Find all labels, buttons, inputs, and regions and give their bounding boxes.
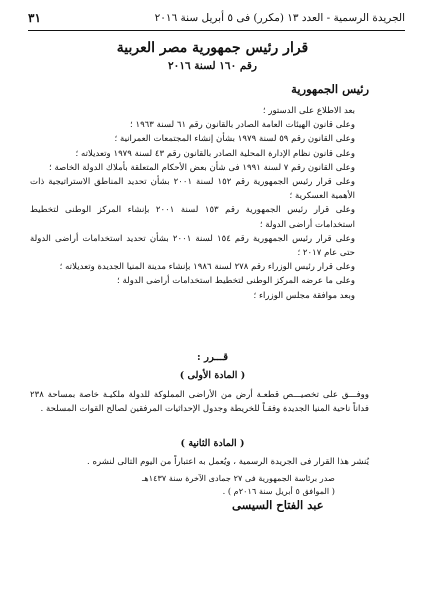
decree-title: قرار رئيس جمهورية مصر العربية [116, 40, 309, 56]
preamble-line: وعلى القانون رقم ٥٩ لسنة ١٩٧٩ بشأن إنشاء المجتمعات العمرانية ؛ [114, 134, 355, 145]
page-header [28, 10, 405, 26]
decided-heading: قـــرر : [196, 352, 229, 363]
preamble-line: وعلى القانون رقم ٧ لسنة ١٩٩١ فى شأن بعض الأحكام المتعلقة بأملاك الدولة الخاصة ؛ [48, 162, 355, 173]
article-2-text: يُنشر هذا القرار فى الجريدة الرسمية ، ويُعمل به اعتباراً من اليوم التالى لنشره . [87, 457, 369, 467]
article-2-body [30, 455, 369, 469]
gazette-header-text: الجريدة الرسمية - العدد ١٣ (مكرر) فى ٥ أبريل سنة ٢٠١٦ [154, 12, 405, 24]
issued-date-hijri: صدر برئاسة الجمهورية فى ٢٧ جمادى الآخرة سنة ١٤٣٧هـ [142, 473, 335, 483]
article-1-heading: ( المادة الأولى ) [179, 370, 246, 381]
issued-date-gregorian: ( الموافق ٥ أبريل سنة ٢٠١٦م ) . [222, 486, 335, 496]
article-2-heading: ( المادة الثانية ) [180, 438, 245, 449]
preamble-line: وعلى قرار رئيس الجمهورية رقم ١٥٣ لسنة ٢٠٠١ بإنشاء المركز الوطنى لتخطيط استخدامات أراضى الدولة ؛ [30, 205, 355, 230]
preamble-line: وعلى قرار رئيس الجمهورية رقم ١٥٢ لسنة ٢٠٠١ بشأن تحديد المناطق الاستراتيجية ذات الأهمية العسكرية ؛ [30, 177, 355, 202]
preamble-line: وعلى قرار رئيس الوزراء رقم ٢٧٨ لسنة ١٩٨٦ بإنشاء مدينة المنيا الجديدة وتعديلاته ؛ [59, 262, 355, 273]
header-rule [28, 30, 405, 31]
preamble [30, 104, 369, 303]
article-1-text: ووفـــق على تخصيـــص قطعـة أرض من الأراضى المملوكة للدولة ملكيـة خاصة بمساحة ٢٣٨ فداناً ناحية المنيا الجديدة وفقـاً للخريطة وجدول الإحداثيات المرفقين لصالح القوات المسلحة . [30, 390, 369, 415]
preamble-line: وعلى ما عرضه المركز الوطنى لتخطيط استخدامات أراضى الدولة ؛ [117, 276, 355, 287]
preamble-line: وعلى قرار رئيس الجمهورية رقم ١٥٤ لسنة ٢٠٠١ بشأن تحديد استخدامات أراضى الدولة حتى عام ٢٠١٧ ؛ [30, 233, 355, 259]
page-number: ٣١ [28, 11, 41, 25]
preamble-line: وعلى قانون الهيئات العامة الصادر بالقانون رقم ٦١ لسنة ١٩٦٣ ؛ [129, 120, 355, 131]
president-signature: عبد الفتاح السيسى [232, 498, 324, 512]
preamble-line: وبعد موافقة مجلس الوزراء ؛ [253, 290, 355, 301]
decree-number: رقم ١٦٠ لسنة ٢٠١٦ [168, 60, 257, 72]
article-1-body [30, 388, 369, 416]
preamble-line: وعلى قانون نظام الإدارة المحلية الصادر بالقانون رقم ٤٣ لسنة ١٩٧٩ وتعديلاته ؛ [75, 148, 355, 159]
president-heading: رئيس الجمهورية [291, 82, 369, 96]
preamble-line: بعد الاطلاع على الدستور ؛ [262, 106, 355, 116]
issued-block [30, 472, 335, 498]
